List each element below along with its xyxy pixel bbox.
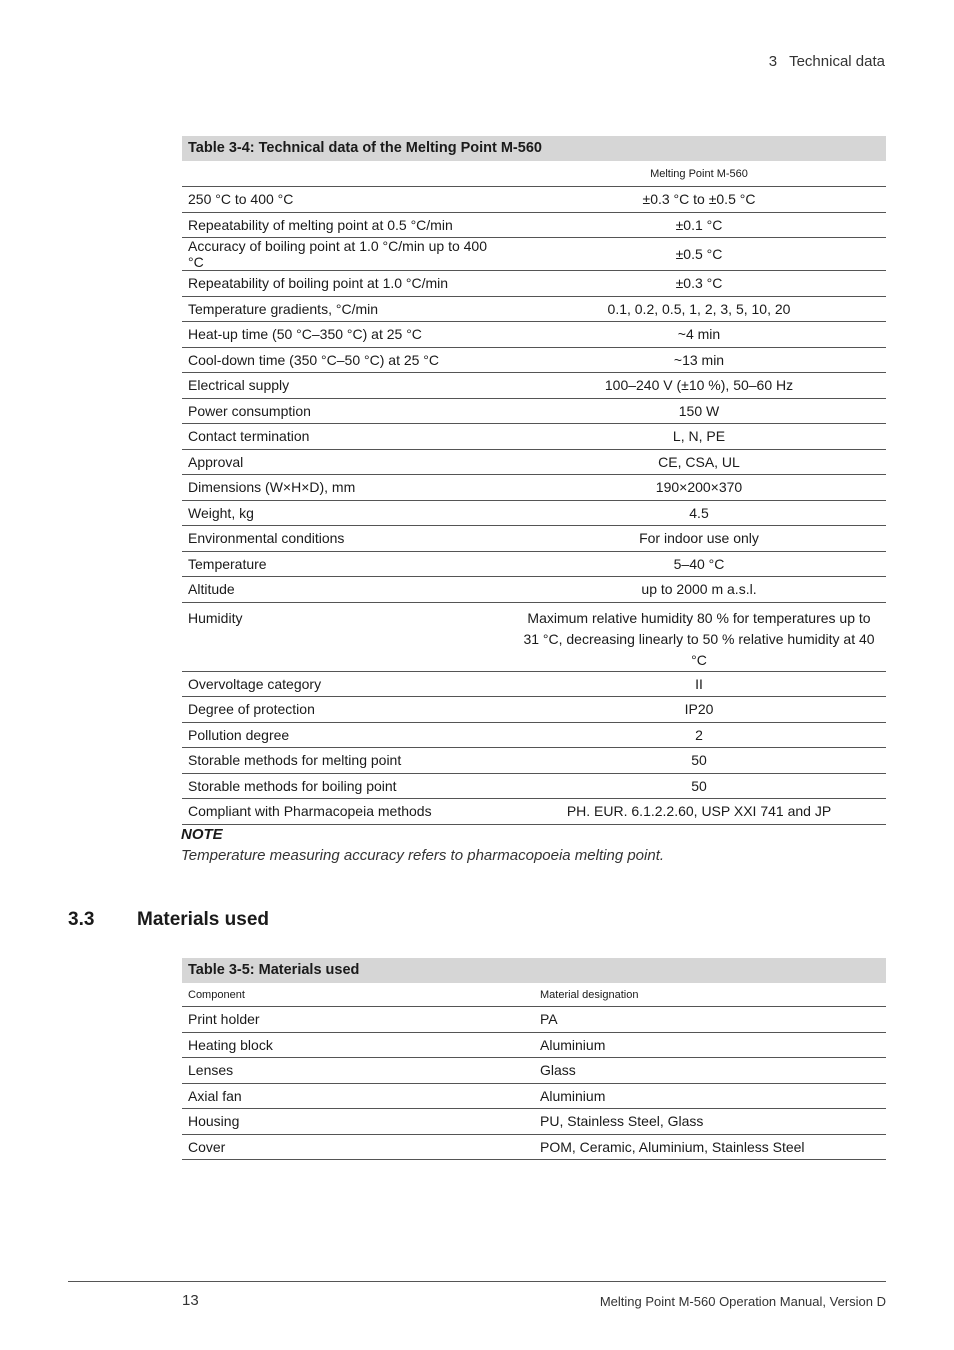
table-row — [182, 1109, 886, 1135]
table-row — [182, 1134, 886, 1160]
spec-value: II — [512, 671, 886, 697]
spec-label: Contact termination — [182, 424, 512, 450]
component-cell: Print holder — [182, 1007, 534, 1033]
spec-value: 100–240 V (±10 %), 50–60 Hz — [512, 373, 886, 399]
table-row — [182, 551, 886, 577]
table-row — [182, 238, 886, 271]
spec-label: Electrical supply — [182, 373, 512, 399]
table-row — [182, 500, 886, 526]
table-row — [182, 1007, 886, 1033]
table-row — [182, 424, 886, 450]
page-number: 13 — [182, 1292, 199, 1309]
spec-value: 4.5 — [512, 500, 886, 526]
table-row — [182, 296, 886, 322]
note-text: Temperature measuring accuracy refers to pharmacopoeia melting point. — [181, 847, 665, 864]
chapter-title: Technical data — [789, 53, 885, 70]
table-header-row — [182, 983, 886, 1007]
spec-table — [182, 161, 886, 825]
table-row — [182, 449, 886, 475]
spec-label: Repeatability of melting point at 0.5 °C/min — [182, 212, 512, 238]
spec-value: For indoor use only — [512, 526, 886, 552]
spec-label: Temperature gradients, °C/min — [182, 296, 512, 322]
spec-label: Compliant with Pharmacopeia methods — [182, 799, 512, 825]
table-header-cell: Melting Point M-560 — [512, 161, 886, 187]
spec-label: Altitude — [182, 577, 512, 603]
table-row — [182, 347, 886, 373]
table-row — [182, 475, 886, 501]
table-row — [182, 602, 886, 671]
material-cell: Glass — [534, 1058, 886, 1084]
spec-label: 250 °C to 400 °C — [182, 187, 512, 213]
spec-value: 190×200×370 — [512, 475, 886, 501]
materials-table-caption: Table 3-5: Materials used — [182, 958, 886, 983]
table-row — [182, 271, 886, 297]
table-row — [182, 697, 886, 723]
table-row — [182, 748, 886, 774]
material-cell: PA — [534, 1007, 886, 1033]
spec-label: Repeatability of boiling point at 1.0 °C/min — [182, 271, 512, 297]
spec-value: up to 2000 m a.s.l. — [512, 577, 886, 603]
material-cell: Aluminium — [534, 1032, 886, 1058]
spec-value-line: Maximum relative humidity 80 % for temperatures up to — [527, 609, 871, 626]
table-row — [182, 187, 886, 213]
table-header-cell: Material designation — [534, 983, 886, 1007]
spec-label: Humidity — [182, 602, 512, 671]
component-cell: Lenses — [182, 1058, 534, 1084]
spec-value: 150 W — [512, 398, 886, 424]
spec-value: 0.1, 0.2, 0.5, 1, 2, 3, 5, 10, 20 — [512, 296, 886, 322]
footer-doc-title: Melting Point M-560 Operation Manual, Version D — [599, 1294, 886, 1309]
spec-table-block — [182, 136, 886, 825]
spec-label: Accuracy of boiling point at 1.0 °C/min up to 400 °C — [182, 238, 512, 271]
footer-divider — [68, 1281, 886, 1282]
spec-value: PH. EUR. 6.1.2.2.60, USP XXI 741 and JP — [512, 799, 886, 825]
table-row — [182, 722, 886, 748]
chapter-number: 3 — [768, 53, 778, 70]
spec-value: 5–40 °C — [512, 551, 886, 577]
spec-value — [512, 602, 886, 671]
table-row — [182, 773, 886, 799]
component-cell: Axial fan — [182, 1083, 534, 1109]
section-title: Materials used — [137, 909, 269, 930]
material-cell: Aluminium — [534, 1083, 886, 1109]
table-row — [182, 1083, 886, 1109]
spec-label: Pollution degree — [182, 722, 512, 748]
component-cell: Cover — [182, 1134, 534, 1160]
table-row — [182, 1032, 886, 1058]
table-row — [182, 373, 886, 399]
spec-value: ±0.1 °C — [512, 212, 886, 238]
spec-label: Heat-up time (50 °C–350 °C) at 25 °C — [182, 322, 512, 348]
spec-label: Degree of protection — [182, 697, 512, 723]
table-row — [182, 1058, 886, 1084]
spec-label: Power consumption — [182, 398, 512, 424]
spec-label: Approval — [182, 449, 512, 475]
table-header-row — [182, 161, 886, 187]
spec-value: CE, CSA, UL — [512, 449, 886, 475]
spec-value: ±0.3 °C to ±0.5 °C — [512, 187, 886, 213]
table-row — [182, 526, 886, 552]
spec-value: 50 — [512, 773, 886, 799]
spec-label: Cool-down time (350 °C–50 °C) at 25 °C — [182, 347, 512, 373]
material-cell: POM, Ceramic, Aluminium, Stainless Steel — [534, 1134, 886, 1160]
table-row — [182, 398, 886, 424]
spec-value: ±0.5 °C — [512, 238, 886, 271]
component-cell: Heating block — [182, 1032, 534, 1058]
running-header — [769, 53, 885, 70]
note-title: NOTE — [181, 826, 223, 843]
spec-value-line: 31 °C, decreasing linearly to 50 % relative humidity at 40 °C — [523, 630, 875, 668]
material-cell: PU, Stainless Steel, Glass — [534, 1109, 886, 1135]
table-row — [182, 799, 886, 825]
spec-value: 50 — [512, 748, 886, 774]
spec-value: ±0.3 °C — [512, 271, 886, 297]
spec-value: ~13 min — [512, 347, 886, 373]
table-header-cell: Component — [182, 983, 534, 1007]
spec-value: ~4 min — [512, 322, 886, 348]
spec-label: Storable methods for boiling point — [182, 773, 512, 799]
section-number: 3.3 — [68, 909, 95, 930]
spec-label: Overvoltage category — [182, 671, 512, 697]
spec-label: Dimensions (W×H×D), mm — [182, 475, 512, 501]
materials-table — [182, 983, 886, 1160]
table-row — [182, 322, 886, 348]
table-header-cell — [182, 161, 512, 187]
table-row — [182, 212, 886, 238]
section-heading — [68, 909, 269, 931]
spec-value: IP20 — [512, 697, 886, 723]
table-row — [182, 577, 886, 603]
materials-table-block — [182, 958, 886, 1160]
component-cell: Housing — [182, 1109, 534, 1135]
spec-value: 2 — [512, 722, 886, 748]
spec-label: Environmental conditions — [182, 526, 512, 552]
spec-label: Temperature — [182, 551, 512, 577]
table-row — [182, 671, 886, 697]
note-block — [181, 826, 664, 864]
spec-value: L, N, PE — [512, 424, 886, 450]
spec-table-caption: Table 3-4: Technical data of the Melting Point M-560 — [182, 136, 886, 161]
spec-label: Storable methods for melting point — [182, 748, 512, 774]
spec-label: Weight, kg — [182, 500, 512, 526]
